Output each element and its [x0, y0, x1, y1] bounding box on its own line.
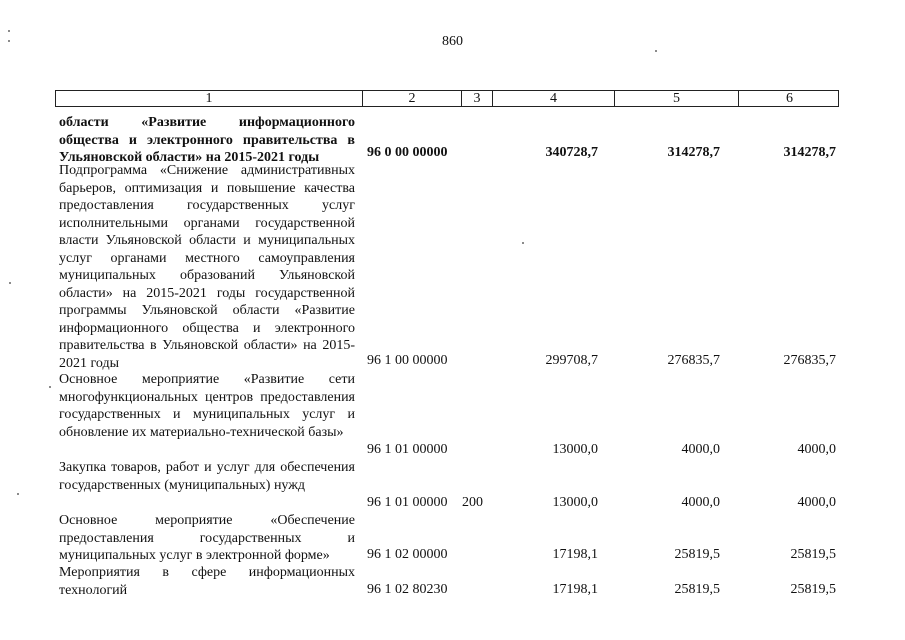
header-col-1: 1: [205, 91, 213, 106]
table-row-value-6: 4000,0: [797, 495, 836, 510]
header-col-6: 6: [738, 91, 840, 106]
table-row-value-6: 25819,5: [790, 582, 836, 597]
table-row-value-4: 13000,0: [552, 442, 598, 457]
scan-speck: [8, 30, 10, 32]
table-row-value-4: 17198,1: [552, 547, 598, 562]
table-row-value-5: 276835,7: [667, 353, 720, 368]
header-col-4: 4: [492, 91, 614, 106]
header-col-2: 2: [362, 91, 461, 106]
table-row-code: 96 0 00 00000: [367, 145, 448, 160]
page-number: 860: [442, 34, 463, 49]
table-row-desc: Основное мероприятие «Обеспечение предоставления государственных и муниципальных услуг в электронной форме»: [59, 513, 355, 563]
table-row-desc: Мероприятия в сфере информационных технологий: [59, 565, 355, 598]
scan-speck: [49, 386, 51, 388]
table-row-value-5: 25819,5: [674, 582, 720, 597]
scan-speck: [17, 493, 19, 495]
table-row-value-6: 314278,7: [783, 145, 836, 160]
table-row-value-5: 4000,0: [681, 495, 720, 510]
table-row-value-4: 340728,7: [545, 145, 598, 160]
scan-speck: [9, 282, 11, 284]
table-row-desc: области «Развитие информационного общества и электронного правительства в Ульяновской области» на 2015-2021 годы: [59, 115, 355, 165]
table-row-value-5: 314278,7: [667, 145, 720, 160]
scan-speck: [655, 50, 657, 52]
scan-speck: [8, 40, 10, 42]
table-row-desc: Закупка товаров, работ и услуг для обеспечения государственных (муниципальных) нужд: [59, 460, 355, 493]
table-row-code: 96 1 01 00000: [367, 495, 448, 510]
table-row-value-6: 4000,0: [797, 442, 836, 457]
table-row-value-6: 276835,7: [783, 353, 836, 368]
table-row-desc: Основное мероприятие «Развитие сети многофункциональных центров предоставления государственных и муниципальных услуг и обновление их материально-технической базы»: [59, 372, 355, 440]
table-row-desc: Подпрограмма «Снижение административных барьеров, оптимизация и повышение качества предоставления государственных услуг исполнительными органами государственной власти Ульяновской области и муниципальных услуг органами местного самоуправления муниципальных образований Ульяновской области» на 2015-2021 годы государственной программы Ульяновской области «Развитие информационного общества и электронного правительства в Ульяновской области» на 2015-2021 годы: [59, 163, 355, 371]
scan-speck: [522, 242, 524, 244]
table-row-value-4: 17198,1: [552, 582, 598, 597]
header-col-3: 3: [461, 91, 492, 106]
table-row-value-5: 25819,5: [674, 547, 720, 562]
table-row-value-4: 13000,0: [552, 495, 598, 510]
header-col-5: 5: [614, 91, 738, 106]
table-row-value-6: 25819,5: [790, 547, 836, 562]
table-row-code: 96 1 00 00000: [367, 353, 448, 368]
table-row-value-4: 299708,7: [545, 353, 598, 368]
table-row-vr: 200: [462, 495, 483, 510]
table-header-row: [55, 90, 839, 107]
table-row-code: 96 1 02 00000: [367, 547, 448, 562]
table-row-code: 96 1 01 00000: [367, 442, 448, 457]
table-row-code: 96 1 02 80230: [367, 582, 448, 597]
table-row-value-5: 4000,0: [681, 442, 720, 457]
